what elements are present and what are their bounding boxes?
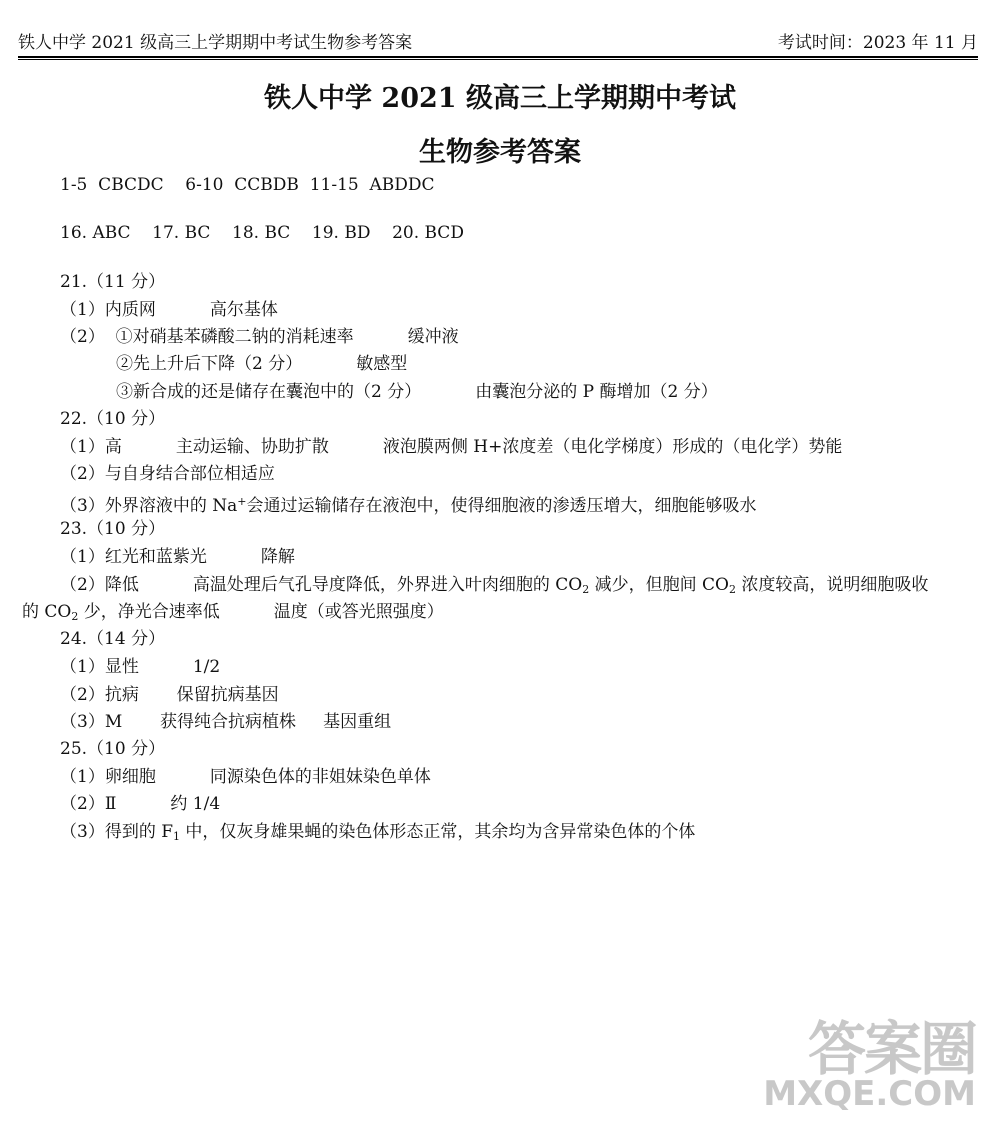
q24-part2: （2）抗病 保留抗病基因	[60, 685, 279, 705]
q21-part2: （2） ①对硝基苯磷酸二钠的消耗速率 缓冲液	[60, 327, 459, 347]
q23-part2	[60, 574, 928, 601]
q23-part2-cont-text-a: 的 CO	[22, 602, 72, 622]
q22-part3-text-a: （3）外界溶液中的 Na	[60, 496, 238, 516]
q22-heading: 22.（10 分）	[60, 409, 166, 429]
q22-part3-text-b: 会通过运输储存在液泡中，使得细胞液的渗透压增大，细胞能够吸水	[246, 496, 757, 516]
q23-part2-text-c: 浓度较高，说明细胞吸收	[735, 575, 929, 595]
q23-part2-text-a: （2）降低 高温处理后气孔导度降低，外界进入叶肉细胞的 CO	[60, 575, 583, 595]
header-divider-thin	[18, 59, 978, 60]
q25-part3-subscript: 1	[173, 830, 181, 843]
page-header	[18, 28, 978, 54]
watermark-logo-text: 答案圈	[807, 1015, 976, 1083]
watermark-domain: MXQE.COM	[763, 1074, 976, 1114]
q25-part3-text-b: 中，仅灰身雄果蝇的染色体形态正常，其余均为含异常染色体的个体	[180, 822, 696, 842]
q25-part3	[60, 821, 695, 848]
q22-part2: （2）与自身结合部位相适应	[60, 464, 275, 484]
header-left-title: 铁人中学 2021 级高三上学期期中考试生物参考答案	[18, 33, 413, 53]
q21-part1: （1）内质网 高尔基体	[60, 300, 278, 320]
q23-part2-cont-subscript: 2	[71, 610, 79, 623]
q24-part3: （3）M 获得纯合抗病植株 基因重组	[60, 712, 392, 732]
q23-part2-subscript-2: 2	[728, 583, 736, 596]
q22-part1: （1）高 主动运输、协助扩散 液泡膜两侧 H+浓度差（电化学梯度）形成的（电化学）势能	[60, 437, 843, 457]
q25-part2: （2）Ⅱ 约 1/4	[60, 794, 221, 814]
q21-heading: 21.（11 分）	[60, 272, 166, 292]
q23-part2-subscript-1: 2	[582, 583, 590, 596]
mc-answers-1-15: 1-5 CBCDC 6-10 CCBDB 11-15 ABDDC	[60, 175, 435, 195]
document-title: 铁人中学 2021 级高三上学期期中考试	[264, 83, 736, 114]
header-divider	[18, 56, 978, 58]
q25-part3-text-a: （3）得到的 F	[60, 822, 174, 842]
document-subtitle: 生物参考答案	[419, 137, 581, 168]
q21-part2-item3: ③新合成的还是储存在囊泡中的（2 分） 由囊泡分泌的 P 酶增加（2 分）	[116, 382, 718, 402]
q25-heading: 25.（10 分）	[60, 739, 166, 759]
q23-heading: 23.（10 分）	[60, 519, 166, 539]
q23-part2-continued	[22, 601, 444, 628]
q23-part2-text-b: 减少，但胞间 CO	[589, 575, 729, 595]
q25-part1: （1）卵细胞 同源染色体的非姐妹染色单体	[60, 767, 431, 787]
header-exam-date: 考试时间：2023 年 11 月	[777, 33, 978, 53]
q22-part3	[60, 491, 756, 517]
q23-part2-cont-text-b: 少，净光合速率低 温度（或答光照强度）	[78, 602, 444, 622]
q21-part2-item2: ②先上升后下降（2 分） 敏感型	[116, 354, 408, 374]
site-watermark	[763, 1002, 980, 1122]
q24-heading: 24.（14 分）	[60, 629, 166, 649]
q22-part3-superscript: +	[237, 495, 247, 508]
q24-part1: （1）显性 1/2	[60, 657, 221, 677]
mc-answers-16-20: 16. ABC 17. BC 18. BC 19. BD 20. BCD	[60, 223, 464, 243]
q23-part1: （1）红光和蓝紫光 降解	[60, 547, 295, 567]
